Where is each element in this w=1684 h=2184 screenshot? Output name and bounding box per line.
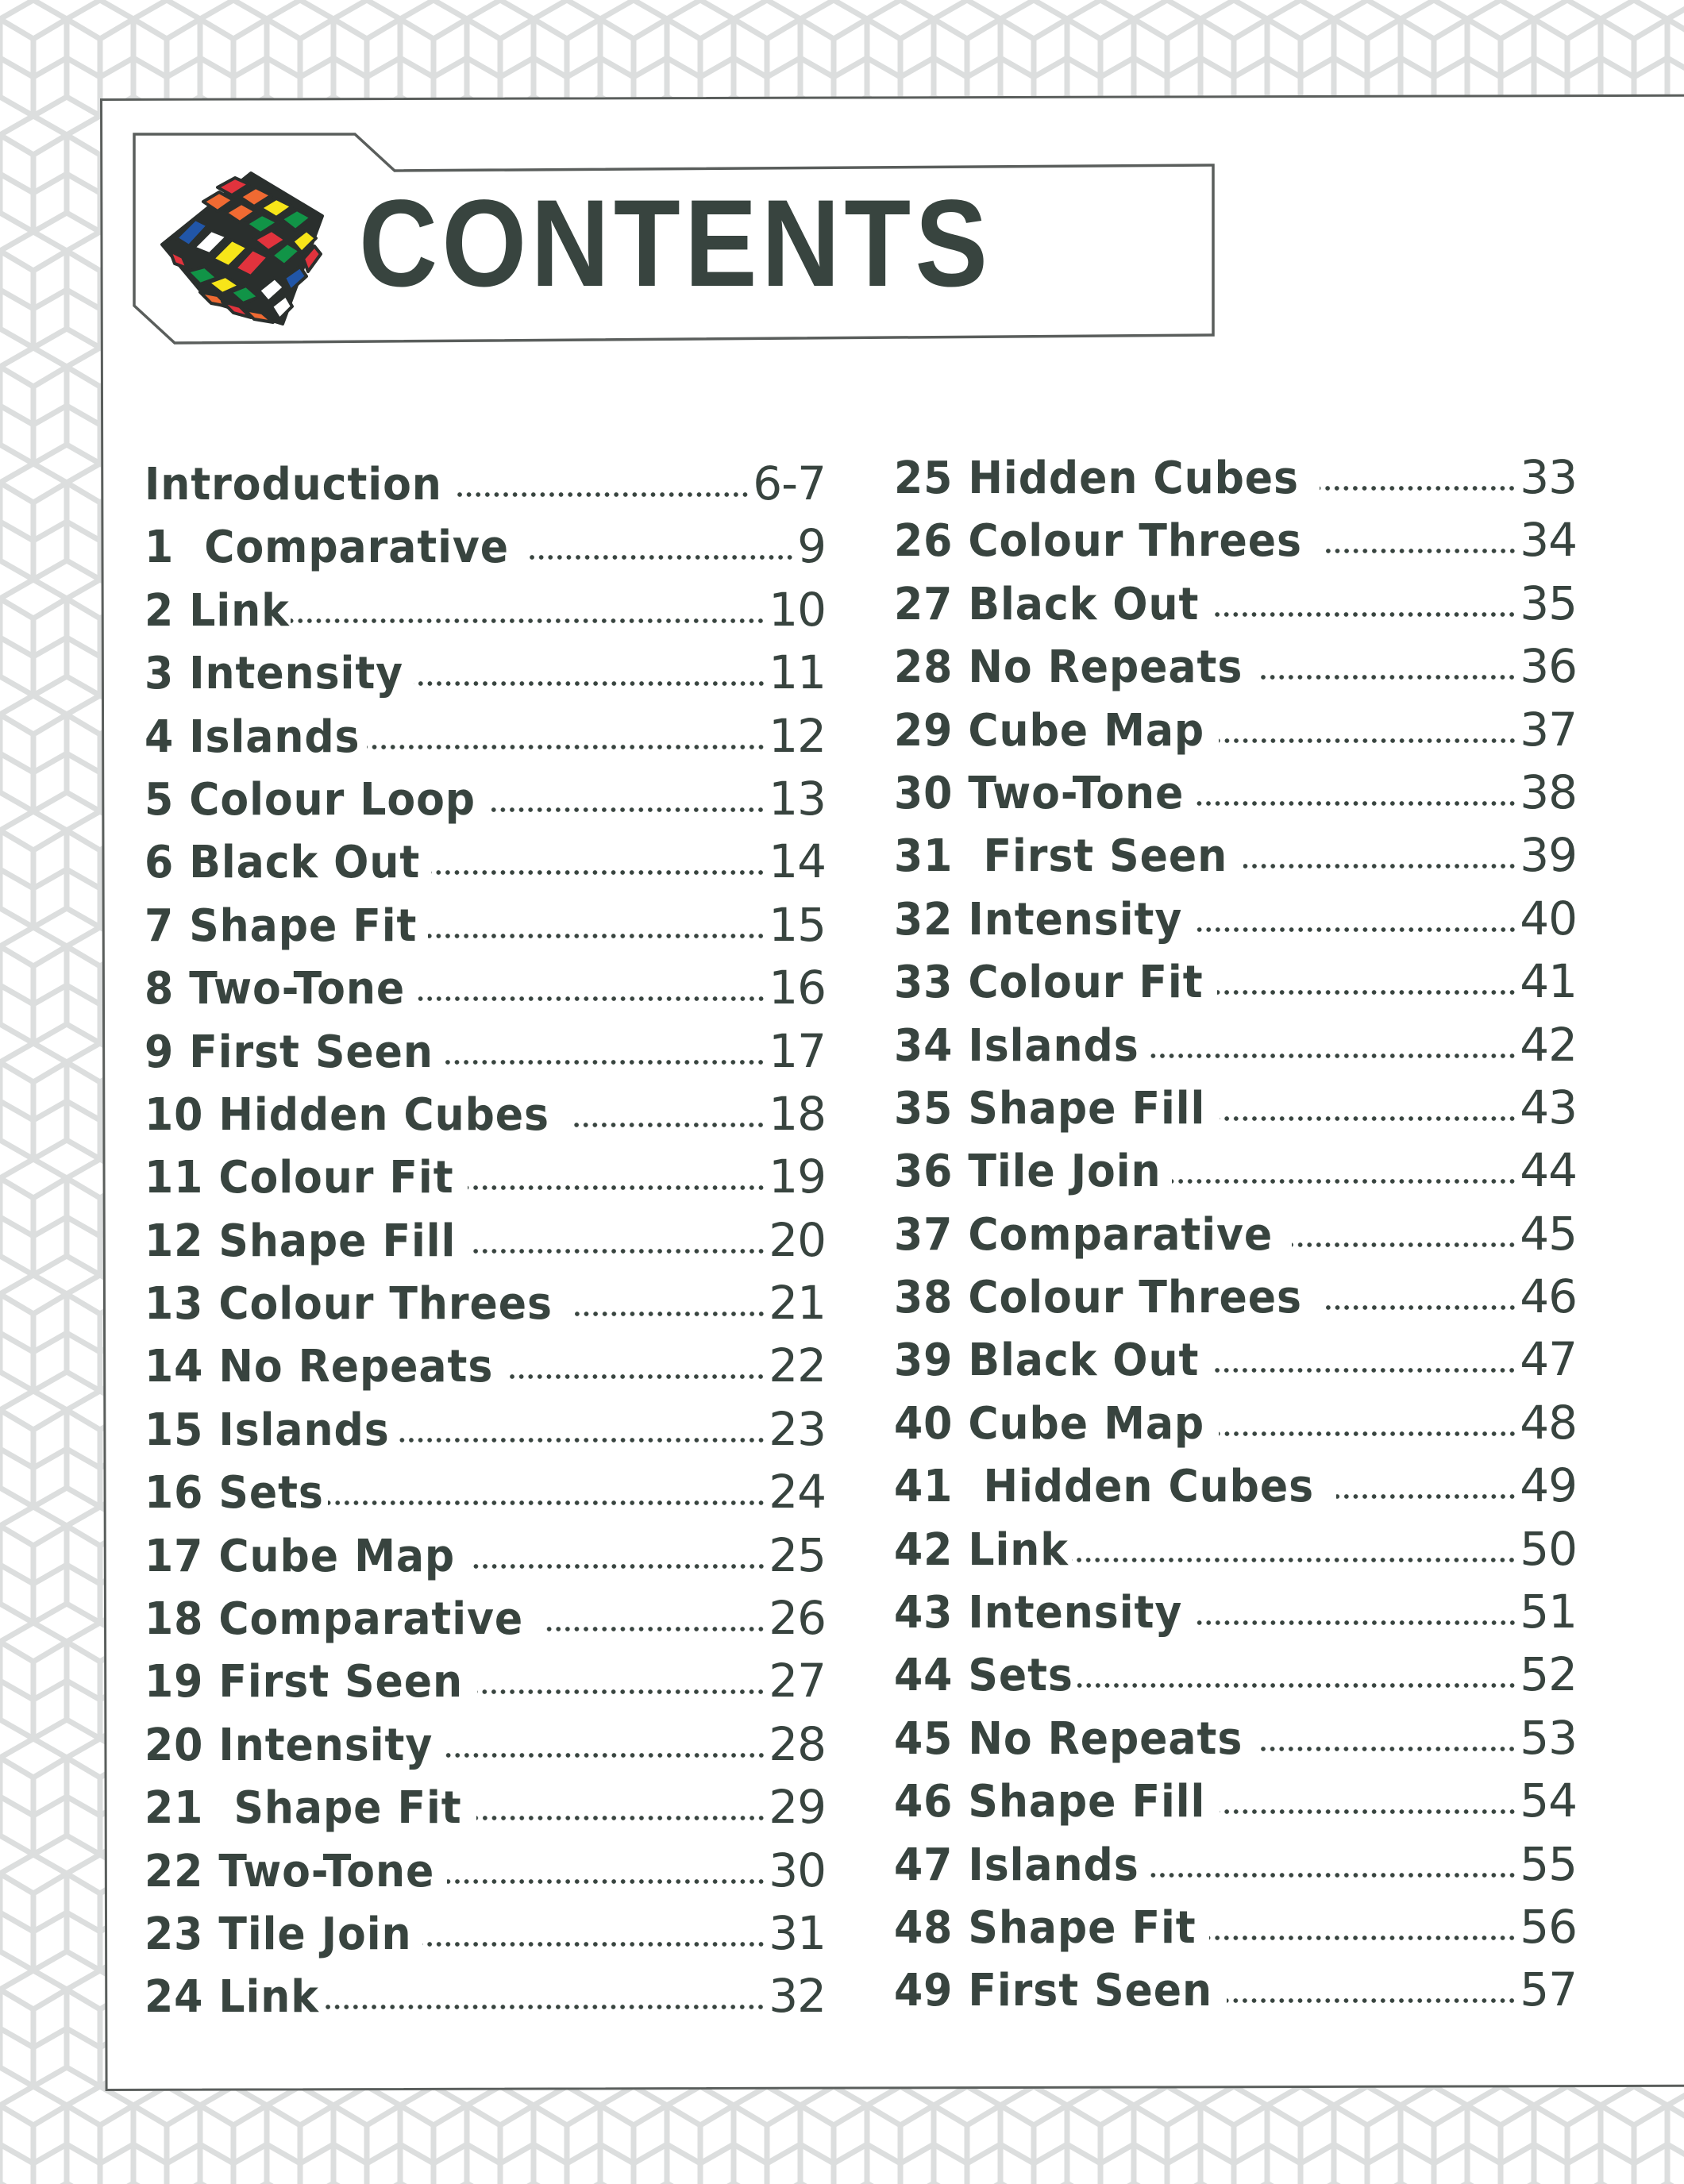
toc-entry-page-number: 53 xyxy=(1520,1710,1577,1765)
toc-entry-page-number: 51 xyxy=(1520,1585,1577,1639)
toc-entry[interactable] xyxy=(894,635,1577,698)
toc-entry-page-number: 21 xyxy=(769,1276,826,1331)
dot-leader xyxy=(322,2004,765,2010)
toc-entry[interactable] xyxy=(894,1959,1577,2021)
toc-entry-title: 22 Two-Tone xyxy=(145,1845,435,1897)
dot-leader xyxy=(470,1248,765,1254)
toc-entry-title: 42 Link xyxy=(894,1523,1069,1576)
dot-leader xyxy=(1219,738,1517,744)
toc-entry[interactable] xyxy=(145,1083,826,1146)
toc-entry-title: 20 Intensity xyxy=(145,1719,434,1771)
toc-entry-page-number: 46 xyxy=(1520,1269,1577,1324)
dot-leader xyxy=(445,1059,765,1065)
toc-entry-page-number: 38 xyxy=(1520,765,1577,819)
toc-entry-page-number: 50 xyxy=(1520,1521,1577,1576)
toc-entry-page-number: 27 xyxy=(769,1654,826,1708)
dot-leader xyxy=(570,1122,765,1128)
toc-entry-page-number: 30 xyxy=(769,1843,826,1897)
toc-entry[interactable] xyxy=(894,888,1577,950)
toc-entry-title: 9 First Seen xyxy=(145,1026,434,1078)
toc-entry-title: 46 Shape Fill xyxy=(894,1776,1206,1828)
toc-entry[interactable] xyxy=(894,1454,1577,1517)
toc-entry-page-number: 48 xyxy=(1520,1395,1577,1450)
dot-leader xyxy=(367,744,765,750)
dot-leader xyxy=(1148,1053,1516,1059)
toc-entry[interactable] xyxy=(145,579,826,641)
dot-leader xyxy=(1148,1872,1516,1878)
toc-entry-page-number: 6-7 xyxy=(753,456,826,510)
toc-entry[interactable] xyxy=(145,1461,826,1523)
toc-entry-title: 43 Intensity xyxy=(894,1587,1183,1639)
toc-entry-title: Introduction xyxy=(145,459,442,510)
toc-entry-title: 23 Tile Join xyxy=(145,1908,412,1960)
toc-entry[interactable] xyxy=(894,1328,1577,1391)
toc-entry-title: 4 Islands xyxy=(145,711,360,763)
toc-entry-page-number: 24 xyxy=(769,1465,826,1520)
toc-entry-page-number: 14 xyxy=(769,834,826,889)
toc-entry[interactable] xyxy=(145,515,826,578)
dot-leader xyxy=(1220,1115,1516,1122)
toc-entry-title: 38 Colour Threes xyxy=(894,1272,1302,1324)
toc-entry-title: 2 Link xyxy=(145,584,290,637)
toc-entry-page-number: 13 xyxy=(769,771,826,826)
dot-leader xyxy=(422,1941,765,1947)
dot-leader xyxy=(1212,611,1516,618)
dot-leader xyxy=(476,1815,765,1821)
dot-leader xyxy=(477,1689,765,1695)
toc-entry-title: 14 No Repeats xyxy=(145,1341,494,1393)
toc-entry-title: 19 First Seen xyxy=(145,1656,464,1708)
toc-entry-title: 49 First Seen xyxy=(894,1965,1213,2017)
toc-entry[interactable] xyxy=(894,1392,1577,1454)
toc-entry-page-number: 16 xyxy=(769,961,826,1015)
dot-leader xyxy=(491,807,765,813)
dot-leader xyxy=(1077,1682,1516,1689)
dot-leader xyxy=(510,1373,765,1380)
toc-entry-page-number: 20 xyxy=(769,1212,826,1267)
toc-entry[interactable] xyxy=(145,705,826,768)
toc-entry-page-number: 41 xyxy=(1520,954,1577,1009)
toc-entry[interactable] xyxy=(145,1839,826,1902)
toc-entry-title: 36 Tile Join xyxy=(894,1146,1162,1198)
toc-entry[interactable] xyxy=(145,1965,826,2028)
toc-entry-page-number: 33 xyxy=(1520,450,1577,504)
toc-entry-page-number: 19 xyxy=(769,1150,826,1204)
toc-entry-title: 29 Cube Map xyxy=(894,704,1205,757)
toc-entry-page-number: 12 xyxy=(769,708,826,763)
toc-entry[interactable] xyxy=(145,1524,826,1587)
toc-entry-title: 27 Black Out xyxy=(894,578,1200,630)
toc-entry-title: 15 Islands xyxy=(145,1404,390,1456)
toc-entry[interactable] xyxy=(145,894,826,957)
toc-entry-page-number: 54 xyxy=(1520,1774,1577,1828)
toc-entry-title: 1 Comparative xyxy=(145,522,510,574)
toc-entry[interactable] xyxy=(145,957,826,1019)
toc-entry[interactable] xyxy=(894,1203,1577,1265)
toc-entry-title: 30 Two-Tone xyxy=(894,767,1185,819)
toc-entry[interactable] xyxy=(894,1581,1577,1643)
toc-entry-title: 26 Colour Threes xyxy=(894,515,1302,568)
dot-leader xyxy=(431,869,765,876)
toc-entry[interactable] xyxy=(894,446,1577,509)
toc-entry-page-number: 32 xyxy=(769,1969,826,2024)
toc-entry-title: 32 Intensity xyxy=(894,893,1183,946)
toc-entry[interactable] xyxy=(145,1209,826,1272)
toc-entry-title: 28 No Repeats xyxy=(894,641,1243,694)
toc-entry-title: 44 Sets xyxy=(894,1650,1073,1702)
dot-leader xyxy=(527,554,794,560)
toc-entry[interactable] xyxy=(894,824,1577,887)
toc-entry-page-number: 28 xyxy=(769,1716,826,1771)
toc-entry[interactable] xyxy=(894,572,1577,635)
dot-leader xyxy=(1227,1997,1516,2004)
toc-entry[interactable] xyxy=(145,1776,826,1839)
toc-entry-title: 16 Sets xyxy=(145,1467,324,1520)
toc-entry-page-number: 11 xyxy=(769,645,826,700)
toc-entry-page-number: 35 xyxy=(1520,576,1577,630)
dot-leader xyxy=(1195,1620,1517,1626)
toc-entry-title: 5 Colour Loop xyxy=(145,773,476,826)
toc-entry-page-number: 9 xyxy=(797,519,826,574)
toc-entry[interactable] xyxy=(894,1014,1577,1077)
toc-entry[interactable] xyxy=(894,950,1577,1013)
toc-entry-title: 3 Intensity xyxy=(145,648,404,700)
dot-leader xyxy=(468,1184,765,1191)
toc-entry[interactable] xyxy=(145,1650,826,1712)
toc-entry[interactable] xyxy=(894,1770,1577,1832)
toc-entry[interactable] xyxy=(145,1020,826,1083)
toc-entry-page-number: 36 xyxy=(1520,639,1577,694)
toc-entry[interactable] xyxy=(145,1146,826,1208)
dot-leader xyxy=(1209,1935,1516,1941)
dot-leader xyxy=(291,618,765,624)
toc-entry-title: 39 Black Out xyxy=(894,1335,1200,1387)
dot-leader xyxy=(1259,1746,1516,1752)
toc-entry-title: 17 Cube Map xyxy=(145,1530,456,1582)
toc-entry-page-number: 45 xyxy=(1520,1206,1577,1261)
toc-column-right xyxy=(894,446,1577,2022)
toc-entry-title: 25 Hidden Cubes xyxy=(894,453,1299,504)
toc-entry-title: 37 Comparative xyxy=(894,1208,1274,1261)
toc-entry[interactable] xyxy=(145,1335,826,1397)
toc-entry-page-number: 57 xyxy=(1520,1963,1577,2017)
toc-entry-title: 11 Colour Fit xyxy=(145,1152,454,1204)
toc-entry-page-number: 22 xyxy=(769,1339,826,1393)
toc-entry-page-number: 18 xyxy=(769,1086,826,1141)
dot-leader xyxy=(455,491,750,498)
toc-entry-page-number: 49 xyxy=(1520,1458,1577,1513)
toc-entry-page-number: 26 xyxy=(769,1591,826,1646)
dot-leader xyxy=(1197,800,1516,807)
toc-entry-page-number: 42 xyxy=(1520,1017,1577,1072)
toc-entry[interactable] xyxy=(145,1902,826,1965)
toc-entry-title: 40 Cube Map xyxy=(894,1397,1205,1450)
dot-leader xyxy=(1072,1557,1516,1563)
dot-leader xyxy=(447,1878,765,1885)
toc-entry-page-number: 43 xyxy=(1520,1080,1577,1134)
toc-entry-page-number: 37 xyxy=(1520,702,1577,757)
dot-leader xyxy=(1336,1493,1516,1500)
toc-entry-page-number: 34 xyxy=(1520,513,1577,568)
dot-leader xyxy=(1220,1808,1516,1815)
toc-entry-title: 33 Colour Fit xyxy=(894,957,1204,1009)
toc-entry-title: 21 Shape Fit xyxy=(145,1782,462,1835)
toc-entry-title: 24 Link xyxy=(145,1971,319,2024)
toc-entry[interactable] xyxy=(145,1398,826,1461)
toc-column-left xyxy=(145,453,826,2028)
dot-leader xyxy=(399,1437,765,1443)
toc-entry-title: 12 Shape Fill xyxy=(145,1215,457,1267)
toc-entry[interactable] xyxy=(894,1518,1577,1581)
toc-entry[interactable] xyxy=(894,509,1577,572)
toc-entry-title: 45 No Repeats xyxy=(894,1712,1243,1765)
toc-entry[interactable] xyxy=(894,761,1577,824)
dot-leader xyxy=(1320,485,1516,491)
toc-entry-page-number: 40 xyxy=(1520,891,1577,946)
rubiks-cube-icon xyxy=(156,167,330,329)
toc-entry[interactable] xyxy=(894,699,1577,761)
dot-leader xyxy=(1212,1367,1516,1373)
toc-entry[interactable] xyxy=(145,453,826,515)
toc-entry-title: 6 Black Out xyxy=(145,837,421,889)
dot-leader xyxy=(469,1563,766,1570)
toc-entry[interactable] xyxy=(145,641,826,704)
toc-entry-page-number: 44 xyxy=(1520,1143,1577,1198)
dot-leader xyxy=(1217,989,1516,996)
toc-entry-title: 18 Comparative xyxy=(145,1593,524,1646)
toc-entry[interactable] xyxy=(145,768,826,830)
toc-entry-title: 10 Hidden Cubes xyxy=(145,1088,549,1141)
dot-leader xyxy=(1195,926,1517,933)
toc-entry[interactable] xyxy=(145,1713,826,1776)
toc-entry[interactable] xyxy=(894,1833,1577,1896)
toc-entry-page-number: 31 xyxy=(769,1905,826,1960)
toc-entry[interactable] xyxy=(145,1272,826,1335)
toc-entry-page-number: 17 xyxy=(769,1023,826,1078)
toc-entry[interactable] xyxy=(894,1896,1577,1959)
page-title: CONTENTS xyxy=(359,175,992,313)
toc-entry-page-number: 25 xyxy=(769,1527,826,1582)
toc-entry-page-number: 47 xyxy=(1520,1332,1577,1387)
toc-entry-title: 34 Islands xyxy=(894,1019,1139,1072)
dot-leader xyxy=(1219,1431,1517,1437)
dot-leader xyxy=(428,933,765,939)
dot-leader xyxy=(574,1311,766,1317)
toc-entry-page-number: 39 xyxy=(1520,828,1577,883)
dot-leader xyxy=(415,996,765,1002)
toc-entry-title: 31 First Seen xyxy=(894,830,1228,883)
toc-entry-title: 7 Shape Fit xyxy=(145,899,418,952)
toc-entry[interactable] xyxy=(145,830,826,893)
toc-entry-title: 35 Shape Fill xyxy=(894,1082,1206,1134)
toc-entry-title: 41 Hidden Cubes xyxy=(894,1461,1315,1513)
toc-entry-title: 8 Two-Tone xyxy=(145,963,406,1015)
dot-leader xyxy=(542,1626,765,1632)
toc-entry-page-number: 52 xyxy=(1520,1647,1577,1702)
toc-entry[interactable] xyxy=(894,1707,1577,1770)
toc-entry[interactable] xyxy=(894,1643,1577,1706)
toc-entry-page-number: 55 xyxy=(1520,1836,1577,1891)
toc-entry-title: 48 Shape Fit xyxy=(894,1901,1197,1954)
dot-leader xyxy=(414,680,766,687)
toc-entry[interactable] xyxy=(894,1265,1577,1328)
toc-entry-page-number: 15 xyxy=(769,897,826,952)
dot-leader xyxy=(1292,1242,1516,1248)
toc-entry[interactable] xyxy=(894,1139,1577,1202)
toc-entry-page-number: 56 xyxy=(1520,1899,1577,1954)
dot-leader xyxy=(1324,1304,1517,1311)
toc-entry[interactable] xyxy=(894,1077,1577,1139)
dot-leader xyxy=(328,1500,765,1506)
dot-leader xyxy=(1243,863,1516,869)
toc-entry-title: 47 Islands xyxy=(894,1839,1139,1891)
dot-leader xyxy=(1324,548,1517,554)
toc-entry-page-number: 29 xyxy=(769,1780,826,1835)
dot-leader xyxy=(445,1752,766,1758)
toc-entry-page-number: 10 xyxy=(769,582,826,637)
toc-entry-page-number: 23 xyxy=(769,1401,826,1456)
dot-leader xyxy=(1172,1178,1516,1184)
dot-leader xyxy=(1259,674,1516,680)
toc-entry[interactable] xyxy=(145,1587,826,1650)
toc-entry-title: 13 Colour Threes xyxy=(145,1278,553,1331)
